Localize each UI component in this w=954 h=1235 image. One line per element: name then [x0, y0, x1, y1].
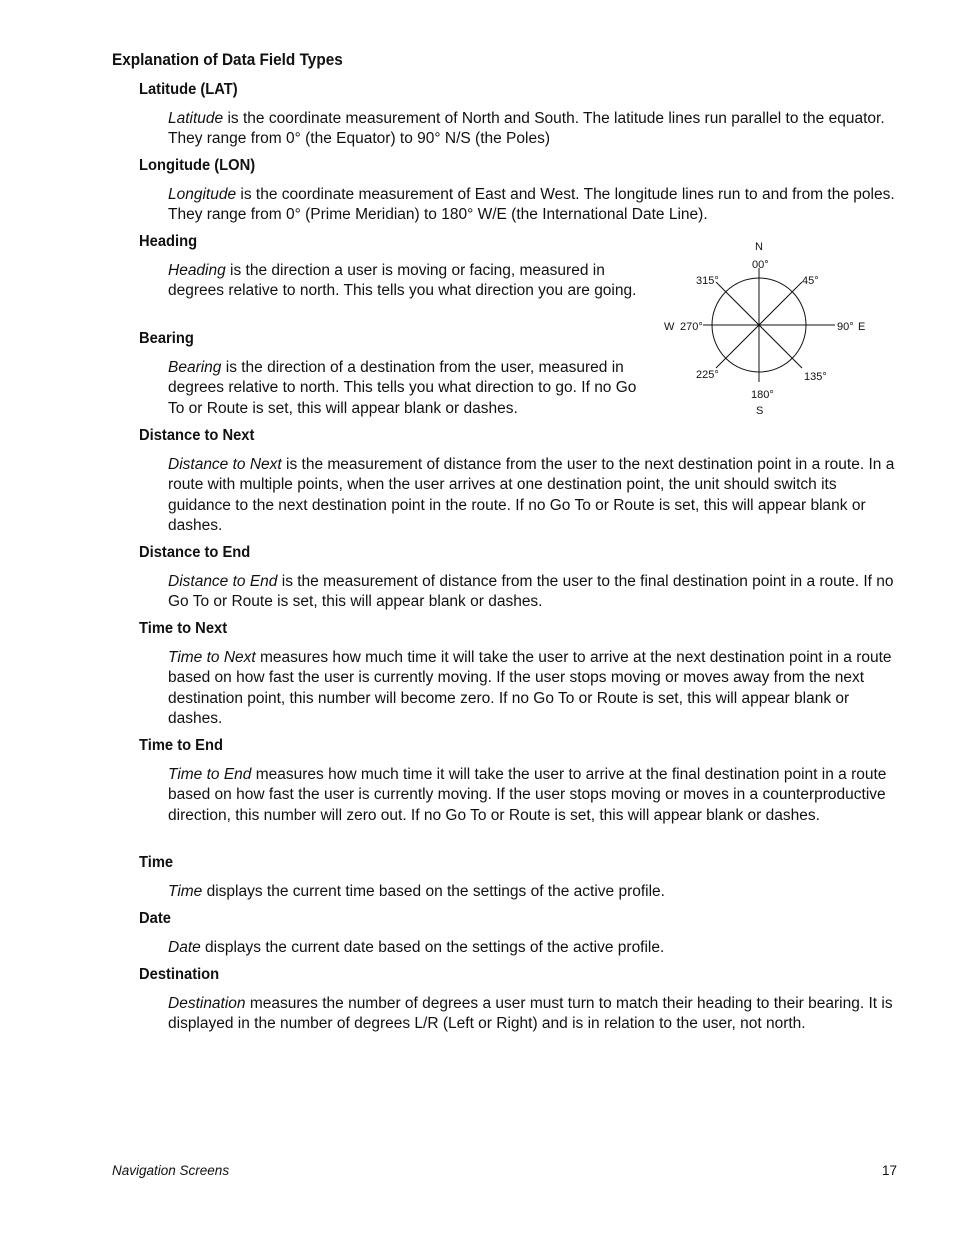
field-text-distance-to-next [168, 455, 898, 537]
page-title: Explanation of Data Field Types [112, 51, 343, 69]
field-heading-date: Date [139, 910, 171, 927]
field-term: Destination [168, 995, 246, 1012]
field-term: Date [168, 939, 201, 956]
field-text-latitude [168, 109, 898, 150]
field-description: displays the current date based on the settings of the active profile. [200, 939, 665, 956]
compass-label-135: 135° [804, 371, 827, 383]
compass-label-45: 45° [802, 275, 819, 287]
field-heading-time-to-end: Time to End [139, 737, 224, 754]
field-description: displays the current time based on the settings of the active profile. [202, 883, 665, 900]
field-term: Latitude [168, 110, 224, 127]
field-text-longitude [168, 185, 898, 226]
field-term: Time to Next [168, 649, 256, 666]
compass-label-n: N [755, 241, 763, 253]
compass-label-e: E [858, 321, 866, 333]
compass-label-s: S [756, 405, 764, 417]
field-term: Distance to End [168, 573, 278, 590]
field-text-time-to-end [168, 765, 898, 826]
field-heading-longitude: Longitude (LON) [139, 157, 256, 174]
compass-label-180: 180° [751, 389, 774, 401]
field-text-date [168, 938, 898, 958]
compass-label-0: 00° [752, 259, 769, 271]
footer-section-name: Navigation Screens [112, 1163, 230, 1178]
compass-label-270: 270° [680, 321, 703, 333]
field-text-heading [168, 261, 653, 302]
footer-page-number: 17 [882, 1163, 898, 1178]
field-description: is the measurement of distance from the user to the next destination point in a route. In a route with multiple points, when the user arrives at one destination point, the unit should switch its guidance to the next destination point in the route. If no Go To or Route is set, this will appear blank or dashes. [168, 456, 895, 535]
field-text-time-to-next [168, 648, 898, 730]
field-description: measures the number of degrees a user must turn to match their heading to their bearing. It is displayed in the number of degrees L/R (Left or Right) and is in relation to the user, not north. [168, 995, 893, 1033]
field-text-destination [168, 994, 898, 1035]
field-heading-latitude: Latitude (LAT) [139, 81, 238, 98]
compass-label-225: 225° [696, 369, 719, 381]
field-heading-time-to-next: Time to Next [139, 620, 228, 637]
field-term: Distance to Next [168, 456, 282, 473]
field-description: is the direction a user is moving or facing, measured in degrees relative to north. This tells you what direction you are going. [168, 262, 637, 300]
field-heading-heading: Heading [139, 233, 198, 250]
field-description: is the coordinate measurement of North and South. The latitude lines run parallel to the equator. They range from 0° (the Equator) to 90° N/S (the Poles) [168, 110, 885, 148]
field-term: Longitude [168, 186, 237, 203]
field-description: is the coordinate measurement of East and West. The longitude lines run to and from the poles. They range from 0° (Prime Meridian) to 180° W/E (the International Date Line). [168, 186, 895, 224]
field-term: Bearing [168, 359, 222, 376]
compass-diagram [660, 238, 870, 420]
field-text-distance-to-end [168, 572, 898, 613]
field-term: Time [168, 883, 203, 900]
field-text-bearing [168, 358, 653, 419]
field-heading-destination: Destination [139, 966, 220, 983]
field-description: measures how much time it will take the user to arrive at the next destination point in a route based on how fast the user is currently moving. If the user stops moving or moves away from the next destination point, this number will become zero. If no Go To or Route is set, this will appear blank or dashes. [168, 649, 892, 728]
field-description: measures how much time it will take the user to arrive at the final destination point in a route based on how fast the user is currently moving. If the user stops moving or moves in a counterproductive direction, this number will zero out. If no Go To or Route is set, this will appear blank or dashes. [168, 766, 887, 824]
field-description: is the direction of a destination from the user, measured in degrees relative to north. This tells you what direction to go. If no Go To or Route is set, this will appear blank or dashes. [168, 359, 637, 417]
compass-label-w: W [664, 321, 675, 333]
compass-label-90: 90° [837, 321, 854, 333]
field-term: Time to End [168, 766, 252, 783]
field-term: Heading [168, 262, 226, 279]
field-heading-time: Time [139, 854, 174, 871]
compass-label-315: 315° [696, 275, 719, 287]
field-description: is the measurement of distance from the user to the final destination point in a route. If no Go To or Route is set, this will appear blank or dashes. [168, 573, 894, 611]
field-heading-distance-to-end: Distance to End [139, 544, 251, 561]
field-heading-distance-to-next: Distance to Next [139, 427, 255, 444]
field-text-time [168, 882, 898, 902]
field-heading-bearing: Bearing [139, 330, 194, 347]
